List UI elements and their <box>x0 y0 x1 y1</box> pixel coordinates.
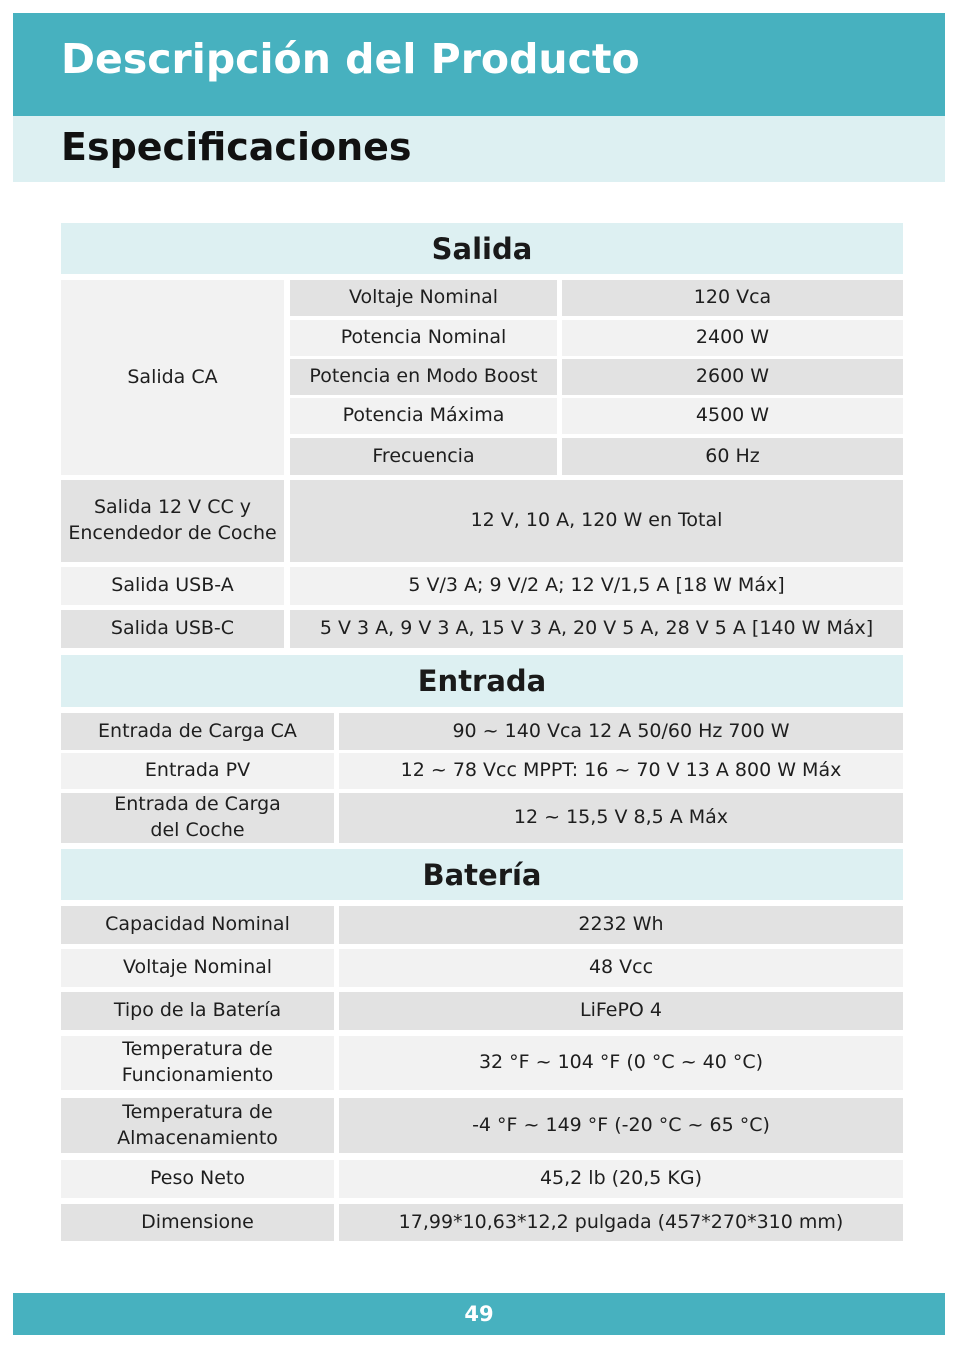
row-label-voltaje: Voltaje Nominal <box>61 949 334 987</box>
row-value-entrada-coche: 12 ~ 15,5 V 8,5 A Máx <box>339 793 903 843</box>
row-label-entrada-coche: Entrada de Carga del Coche <box>61 793 334 843</box>
row-label-usb-a: Salida USB-A <box>61 567 284 605</box>
spec-value: 4500 W <box>562 398 903 434</box>
row-value-peso: 45,2 lb (20,5 KG) <box>339 1160 903 1198</box>
spec-label: Voltaje Nominal <box>290 280 557 316</box>
spec-value: 2400 W <box>562 320 903 356</box>
spec-value: 2600 W <box>562 359 903 395</box>
row-label-entrada-ca: Entrada de Carga CA <box>61 713 334 750</box>
row-value-temp-func: 32 °F ~ 104 °F (0 °C ~ 40 °C) <box>339 1036 903 1090</box>
spec-label: Potencia Máxima <box>290 398 557 434</box>
footer-bar <box>13 1293 945 1335</box>
page-title: Descripción del Producto <box>61 35 640 83</box>
spec-value: 120 Vca <box>562 280 903 316</box>
row-value-usb-a: 5 V/3 A; 9 V/2 A; 12 V/1,5 A [18 W Máx] <box>290 567 903 605</box>
row-label-temp-func: Temperatura de Funcionamiento <box>61 1036 334 1090</box>
row-value-voltaje: 48 Vcc <box>339 949 903 987</box>
section-heading-bateria: Batería <box>61 849 903 900</box>
row-label-salida-dc: Salida 12 V CC y Encendedor de Coche <box>61 480 284 562</box>
spec-label: Potencia Nominal <box>290 320 557 356</box>
row-label-temp-alm: Temperatura de Almacenamiento <box>61 1098 334 1153</box>
spec-label: Frecuencia <box>290 438 557 475</box>
row-label-dimension: Dimensione <box>61 1204 334 1241</box>
row-label-salida-ca: Salida CA <box>61 280 284 475</box>
row-label-usb-c: Salida USB-C <box>61 610 284 648</box>
header-bar <box>13 13 945 116</box>
page-subtitle: Especificaciones <box>61 125 412 169</box>
row-label-peso: Peso Neto <box>61 1160 334 1198</box>
row-label-entrada-pv: Entrada PV <box>61 753 334 789</box>
row-label-capacidad: Capacidad Nominal <box>61 906 334 944</box>
row-label-tipo: Tipo de la Batería <box>61 992 334 1030</box>
row-value-dimension: 17,99*10,63*12,2 pulgada (457*270*310 mm) <box>339 1204 903 1241</box>
row-value-entrada-ca: 90 ~ 140 Vca 12 A 50/60 Hz 700 W <box>339 713 903 750</box>
row-value-capacidad: 2232 Wh <box>339 906 903 944</box>
subtitle-bar <box>13 116 945 182</box>
section-heading-salida: Salida <box>61 223 903 274</box>
spec-label: Potencia en Modo Boost <box>290 359 557 395</box>
section-heading-entrada: Entrada <box>61 655 903 707</box>
row-value-salida-dc: 12 V, 10 A, 120 W en Total <box>290 480 903 562</box>
row-value-tipo: LiFePO 4 <box>339 992 903 1030</box>
row-value-usb-c: 5 V 3 A, 9 V 3 A, 15 V 3 A, 20 V 5 A, 28 V 5 A [140 W Máx] <box>290 610 903 648</box>
page-number: 49 <box>464 1302 494 1326</box>
row-value-entrada-pv: 12 ~ 78 Vcc MPPT: 16 ~ 70 V 13 A 800 W Máx <box>339 753 903 789</box>
row-value-temp-alm: -4 °F ~ 149 °F (-20 °C ~ 65 °C) <box>339 1098 903 1153</box>
spec-value: 60 Hz <box>562 438 903 475</box>
